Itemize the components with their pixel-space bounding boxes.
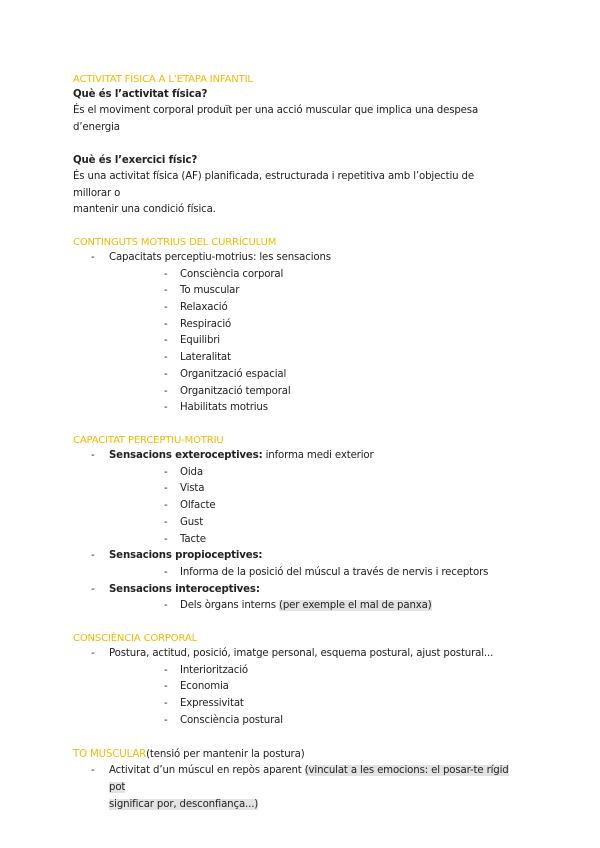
list-item: - Lateralitat: [109, 350, 513, 367]
list-item: - Equilibri: [109, 333, 513, 350]
list-item-label: Postura, actitud, posició, imatge personal, esquema postural, ajust postural...: [109, 648, 494, 660]
list-item: - Relaxació: [109, 300, 513, 317]
list-item: - Consciència postural: [109, 713, 513, 730]
list-item: [73, 448, 513, 548]
list-item: - Gust: [109, 515, 513, 532]
answer-exercici-fisic-line2: mantenir una condició física.: [73, 204, 216, 216]
list-item: - To muscular: [109, 283, 513, 300]
proprioceptives-label: Sensacions propioceptives:: [109, 550, 263, 562]
section-heading-to-muscular-line: [73, 747, 513, 764]
list-item: - Oida: [109, 465, 513, 482]
exteroceptives-sublist: [109, 465, 513, 549]
section-heading-to-muscular: TO MUSCULAR: [73, 748, 147, 760]
interoceptives-label: Sensacions interoceptives:: [109, 583, 260, 595]
list-item: [73, 548, 513, 581]
section-heading-activitat-fisica: ACTIVITAT FÍSICA A L’ETAPA INFANTIL: [73, 74, 253, 85]
list-item: - Consciència corporal: [109, 267, 513, 284]
list-item: - Expressivitat: [109, 696, 513, 713]
list-item: [73, 582, 513, 615]
continguts-list: [73, 250, 513, 417]
continguts-sublist: [109, 267, 513, 417]
list-item: - Organització temporal: [109, 384, 513, 401]
list-item: [109, 598, 513, 615]
section-heading-consciencia: CONSCIÈNCIA CORPORAL: [73, 633, 198, 645]
highlighted-note-continued: significar por, desconfiança...): [109, 798, 259, 810]
proprioceptives-sublist: [109, 565, 513, 582]
answer-exercici-fisic-line1: És una activitat física (AF) planificada, estructurada i repetitiva amb l’objectiu de millorar o: [73, 171, 474, 199]
highlighted-note: (per exemple el mal de panxa): [279, 600, 432, 612]
list-item: - Olfacte: [109, 498, 513, 515]
document-content: [73, 73, 513, 813]
list-item: [73, 763, 513, 813]
list-item: - Economia: [109, 679, 513, 696]
exteroceptives-label: Sensacions exteroceptives:: [109, 450, 263, 461]
to-muscular-list: [73, 763, 513, 813]
to-muscular-suffix: (tensió per mantenir la postura): [146, 748, 305, 760]
list-item: - Informa de la posició del múscul a través de nervis i receptors: [109, 565, 513, 582]
consciencia-sublist: [109, 663, 513, 730]
question-exercici-fisic: Què és l’exercici físic?: [73, 155, 198, 167]
list-item: - Respiració: [109, 317, 513, 334]
list-item: - Organització espacial: [109, 367, 513, 384]
highlighted-note: (vinculat a les emocions: el posar-te rígid pot: [109, 765, 509, 793]
section-heading-capacitat: CAPACITAT PERCEPTIU-MOTRIU: [73, 435, 224, 446]
list-item: - Tacte: [109, 532, 513, 549]
interoceptives-text: Dels òrgans interns: [180, 600, 280, 612]
to-muscular-text: Activitat d’un múscul en repòs aparent: [109, 765, 305, 777]
list-item: - Habilitats motrius: [109, 400, 513, 417]
interoceptives-sublist: [109, 598, 513, 615]
list-item-label: Capacitats perceptiu-motrius: les sensacions: [109, 251, 331, 263]
list-item: [73, 646, 513, 730]
capacitat-list: [73, 448, 513, 615]
list-item: - Interiorització: [109, 663, 513, 680]
list-item: - Vista: [109, 481, 513, 498]
answer-activitat-fisica: És el moviment corporal produït per una acció muscular que implica una despesa d’energia: [73, 105, 479, 133]
exteroceptives-text: informa medi exterior: [262, 450, 374, 461]
list-item: [73, 250, 513, 417]
consciencia-list: [73, 646, 513, 730]
section-heading-continguts: CONTINGUTS MOTRIUS DEL CURRÍCULUM: [73, 236, 277, 248]
question-activitat-fisica: Què és l’activitat física?: [73, 89, 208, 100]
